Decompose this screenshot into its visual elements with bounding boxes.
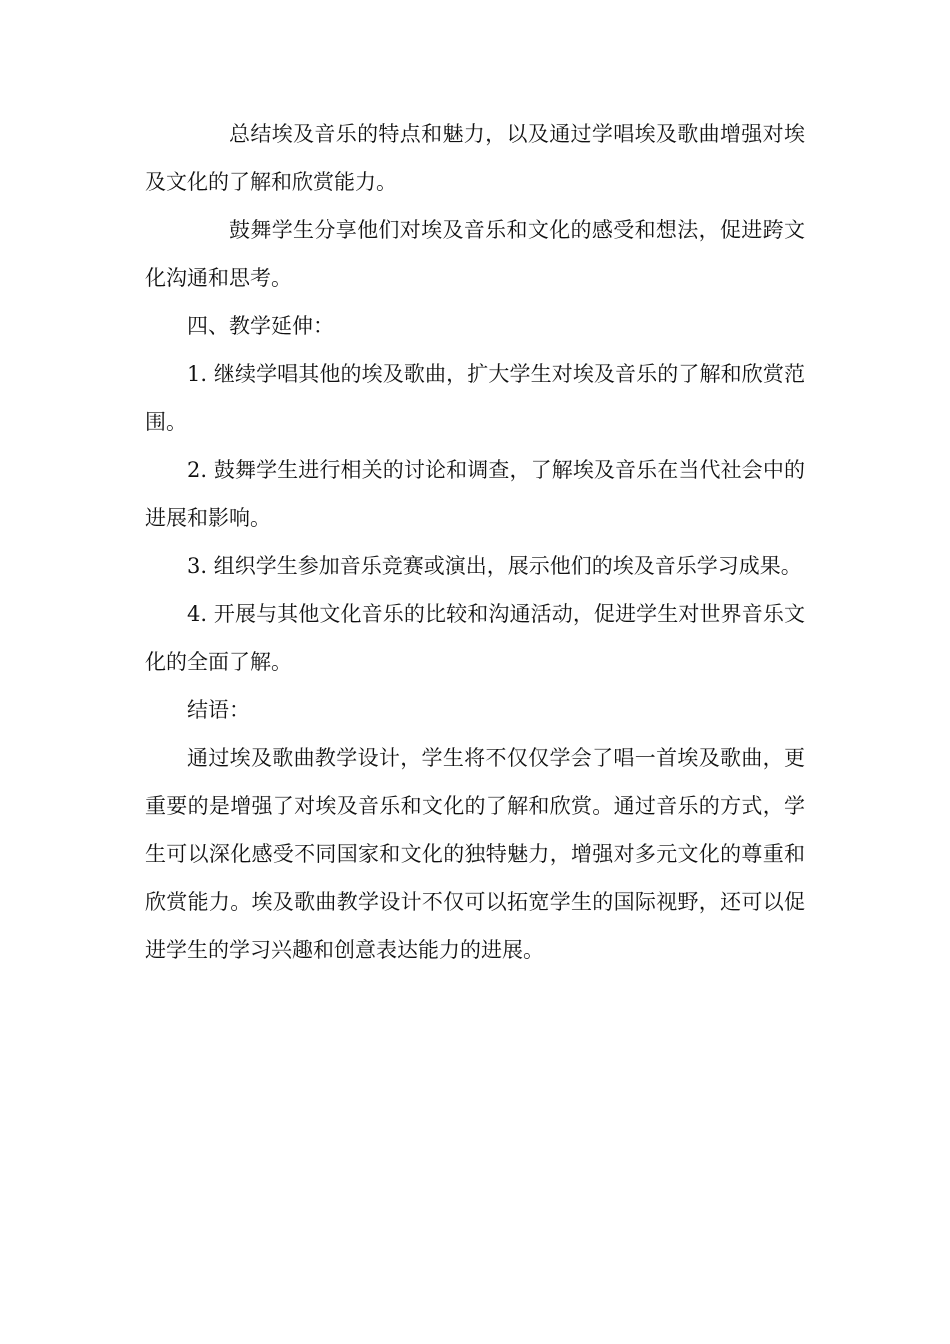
conclusion-paragraph: 通过埃及歌曲教学设计，学生将不仅仅学会了唱一首埃及歌曲，更重要的是增强了对埃及音乐和文化的了解和欣赏。通过音乐的方式，学生可以深化感受不同国家和文化的独特魅力，增强对多元文化的尊重和欣赏能力。埃及歌曲教学设计不仅可以拓宽学生的国际视野，还可以促进学生的学习兴趣和创意表达能力的进展。 xyxy=(145,746,805,962)
document-body xyxy=(145,110,805,974)
list-item-2: 2. 鼓舞学生进行相关的讨论和调查，了解埃及音乐在当代社会中的进展和影响。 xyxy=(145,458,805,530)
list-item-4: 4. 开展与其他文化音乐的比较和沟通活动，促进学生对世界音乐文化的全面了解。 xyxy=(145,602,805,674)
section-heading-teaching-extension: 四、教学延伸： xyxy=(187,314,334,338)
list-item-1: 1. 继续学唱其他的埃及歌曲，扩大学生对埃及音乐的了解和欣赏范围。 xyxy=(145,362,805,434)
encourage-sharing-paragraph: 鼓舞学生分享他们对埃及音乐和文化的感受和想法，促进跨文化沟通和思考。 xyxy=(145,218,805,290)
summary-paragraph: 总结埃及音乐的特点和魅力，以及通过学唱埃及歌曲增强对埃及文化的了解和欣赏能力。 xyxy=(145,122,805,194)
list-item-3: 3. 组织学生参加音乐竞赛或演出，展示他们的埃及音乐学习成果。 xyxy=(187,554,802,578)
section-heading-conclusion: 结语： xyxy=(187,698,250,722)
